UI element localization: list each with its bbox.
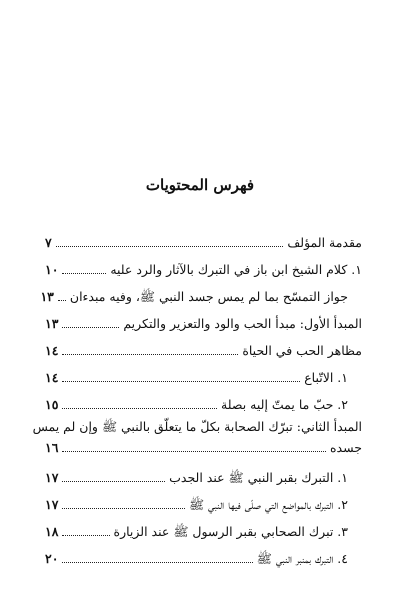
toc-entry: [32, 415, 362, 461]
toc-page-number: ١٧: [45, 497, 59, 512]
toc-entry: [40, 280, 362, 307]
toc-entry-text: جواز التمسّح بما لم يمس جسد النبي ﷺ، وفيه مبدءان: [69, 289, 348, 304]
toc-entry: [45, 226, 362, 253]
toc-entry: [45, 515, 362, 542]
dot-leader: [62, 354, 238, 355]
dot-leader: [62, 381, 300, 382]
toc-entry-text: مظاهر الحب في الحياة: [242, 343, 362, 358]
dot-leader: [62, 451, 326, 452]
toc-entry: [45, 461, 362, 488]
toc-page-number: ١٣: [45, 316, 59, 331]
toc-entry: [45, 334, 362, 361]
toc-entry-text: المبدأ الثاني: تبرّك الصحابة بكلّ ما يتعلّق بالنبي ﷺ وإن لم يمس: [32, 419, 362, 434]
toc-entry-text: ٤. التبرك بمنبر النبي ﷺ: [256, 551, 348, 566]
dot-leader: [62, 408, 217, 409]
toc-entry: [45, 488, 362, 515]
toc-entry-text: ٢. التبرك بالمواضع التي صلّى فيها النبي ﷺ: [188, 497, 348, 512]
toc-entry: [45, 388, 362, 415]
toc-entry-continuation-line: [45, 438, 362, 458]
toc-entry-continuation: جسده: [330, 440, 362, 455]
toc-page-number: ١٠: [45, 262, 59, 277]
toc-page-number: ٧: [45, 235, 52, 250]
toc-page-number: ١٨: [45, 524, 59, 539]
toc-page-number: ٢٠: [45, 551, 59, 566]
toc-entry: [45, 361, 362, 388]
toc-entry: [45, 307, 362, 334]
toc-title: فهرس المحتويات: [145, 176, 255, 194]
toc-list: [32, 226, 362, 569]
dot-leader: [62, 535, 109, 536]
dot-leader: [62, 508, 185, 509]
dot-leader: [56, 246, 284, 247]
toc-page-number: ١٣: [40, 289, 54, 304]
toc-page-number: ١٥: [45, 397, 59, 412]
dot-leader: [62, 481, 165, 482]
dot-leader: [62, 327, 119, 328]
toc-page-number: ١٤: [45, 343, 59, 358]
dot-leader: [62, 273, 106, 274]
toc-entry-text: مقدمة المؤلف: [287, 235, 362, 250]
dot-leader: [62, 562, 252, 563]
toc-page-number: ١٧: [45, 470, 59, 485]
toc-page-number: ١٦: [45, 440, 59, 455]
toc-entry-text: ١. كلام الشيخ ابن باز في التبرك بالآثار والرد عليه: [110, 262, 362, 277]
toc-entry-text: ١. التبرك بقبر النبي ﷺ عند الجدب: [169, 470, 348, 485]
toc-entry-text: ٢. حبّ ما يمتّ إليه بصلة: [221, 397, 348, 412]
toc-entry-text: المبدأ الأول: مبدأ الحب والود والتعزير والتكريم: [123, 316, 362, 331]
toc-entry-text: ١. الاتّباع: [304, 370, 348, 385]
dot-leader: [58, 300, 66, 301]
toc-entry-text: ٣. تبرك الصحابي بقبر الرسول ﷺ عند الزيارة: [113, 524, 348, 539]
toc-entry: [45, 542, 362, 569]
toc-page-number: ١٤: [45, 370, 59, 385]
toc-entry: [45, 253, 362, 280]
